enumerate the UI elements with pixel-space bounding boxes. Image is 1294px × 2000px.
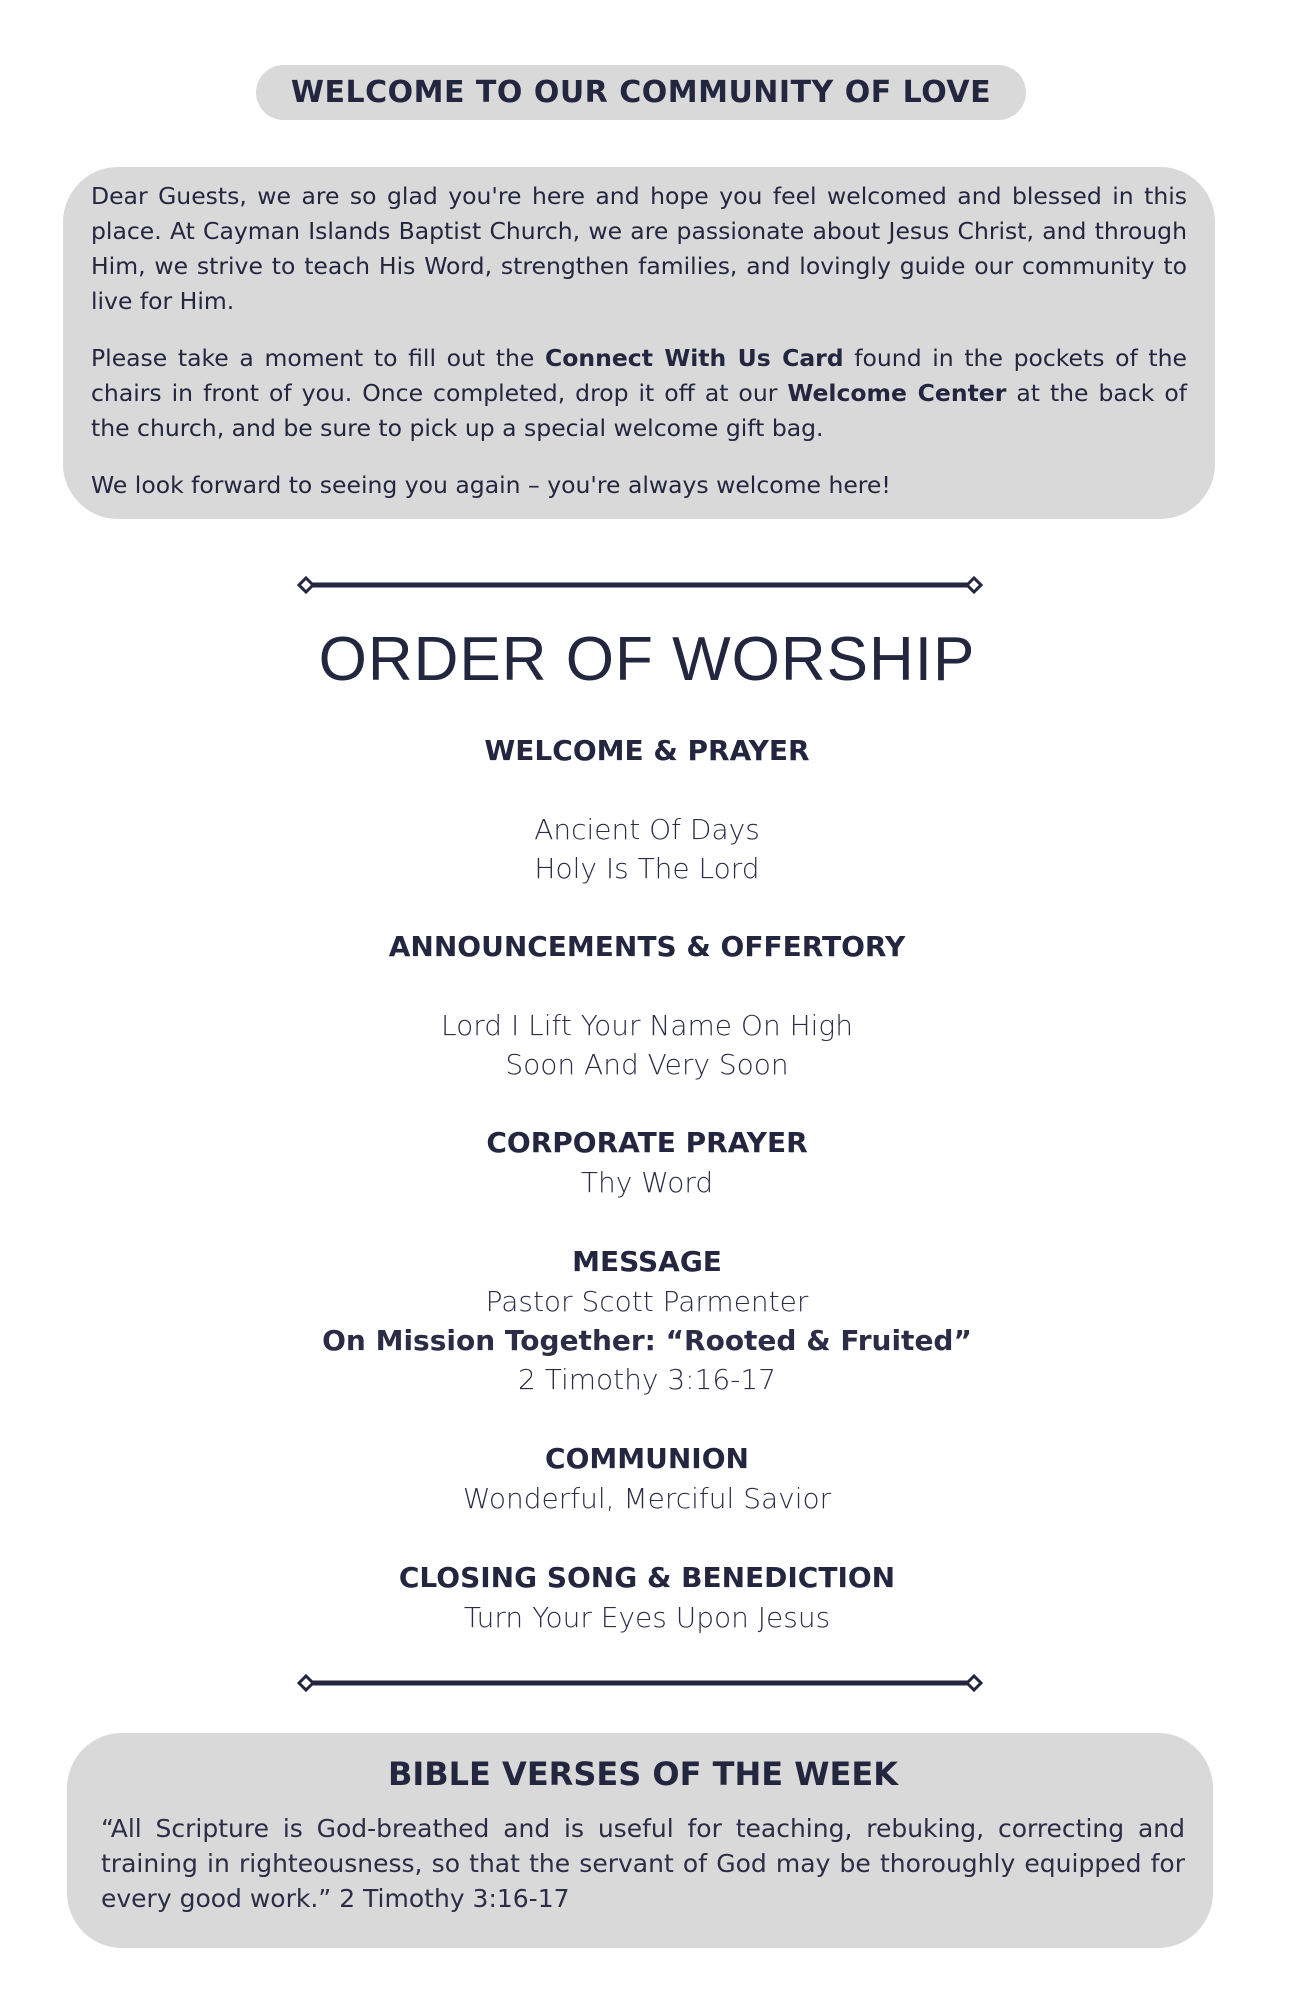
communion-heading: COMMUNION	[545, 1442, 749, 1475]
welcome-title-text: WELCOME TO OUR COMMUNITY OF LOVE	[290, 75, 992, 110]
welcome-message-box	[63, 167, 1215, 519]
welcome-paragraph-3: We look forward to seeing you again – you're always welcome here!	[91, 471, 891, 499]
order-of-worship-list	[0, 731, 1294, 1637]
welcome-prayer-heading: WELCOME & PRAYER	[484, 734, 810, 767]
announcements-heading: ANNOUNCEMENTS & OFFERTORY	[388, 930, 906, 963]
song-item: Thy Word	[580, 1166, 714, 1199]
welcome-paragraph-2-part-3: at the back of the church, and be sure to pick up a special welcome gift bag.	[91, 379, 1188, 442]
bible-verses-box	[67, 1733, 1213, 1948]
connect-card-label: Connect With Us Card	[545, 344, 844, 372]
bottom-divider	[296, 1673, 984, 1693]
speaker-name: Pastor Scott Parmenter	[485, 1285, 809, 1318]
song-item: Lord I Lift Your Name On High	[441, 1009, 853, 1042]
song-item: Holy Is The Lord	[534, 852, 760, 885]
song-item: Ancient Of Days	[534, 813, 760, 846]
bible-verse-text: “All Scripture is God-breathed and is useful for teaching, rebuking, correcting and training in righteousness, so that the servant of God may be thoroughly equipped for every good work.” 2 Timothy 3:16-17	[101, 1814, 1185, 1913]
welcome-center-label: Welcome Center	[787, 379, 1007, 407]
order-of-worship-title: ORDER OF WORSHIP	[318, 625, 976, 694]
welcome-title	[256, 65, 1026, 120]
song-item: Wonderful, Merciful Savior	[462, 1482, 832, 1515]
top-divider	[296, 575, 984, 595]
sermon-scripture: 2 Timothy 3:16-17	[518, 1363, 776, 1396]
welcome-paragraph-1: Dear Guests, we are so glad you're here and hope you feel welcomed and blessed in this place. At Cayman Islands Baptist Church, we are passionate about Jesus Christ, and through Him, we strive to teach His Word, strengthen families, and lovingly guide our community to live for Him.	[91, 182, 1187, 315]
corporate-prayer-heading: CORPORATE PRAYER	[486, 1126, 808, 1159]
bible-verses-title: BIBLE VERSES OF THE WEEK	[387, 1755, 899, 1793]
welcome-paragraph-2-part-2: found in the pockets of the chairs in front of you. Once completed, drop it off at our	[91, 344, 1187, 407]
sermon-title: On Mission Together: “Rooted & Fruited”	[322, 1324, 972, 1357]
song-item: Soon And Very Soon	[505, 1048, 789, 1081]
welcome-paragraph-2	[91, 341, 1187, 446]
message-heading: MESSAGE	[572, 1245, 722, 1278]
welcome-paragraph-2-part-1: Please take a moment to fill out the	[91, 344, 545, 372]
song-item: Turn Your Eyes Upon Jesus	[463, 1601, 831, 1634]
closing-heading: CLOSING SONG & BENEDICTION	[398, 1561, 896, 1594]
